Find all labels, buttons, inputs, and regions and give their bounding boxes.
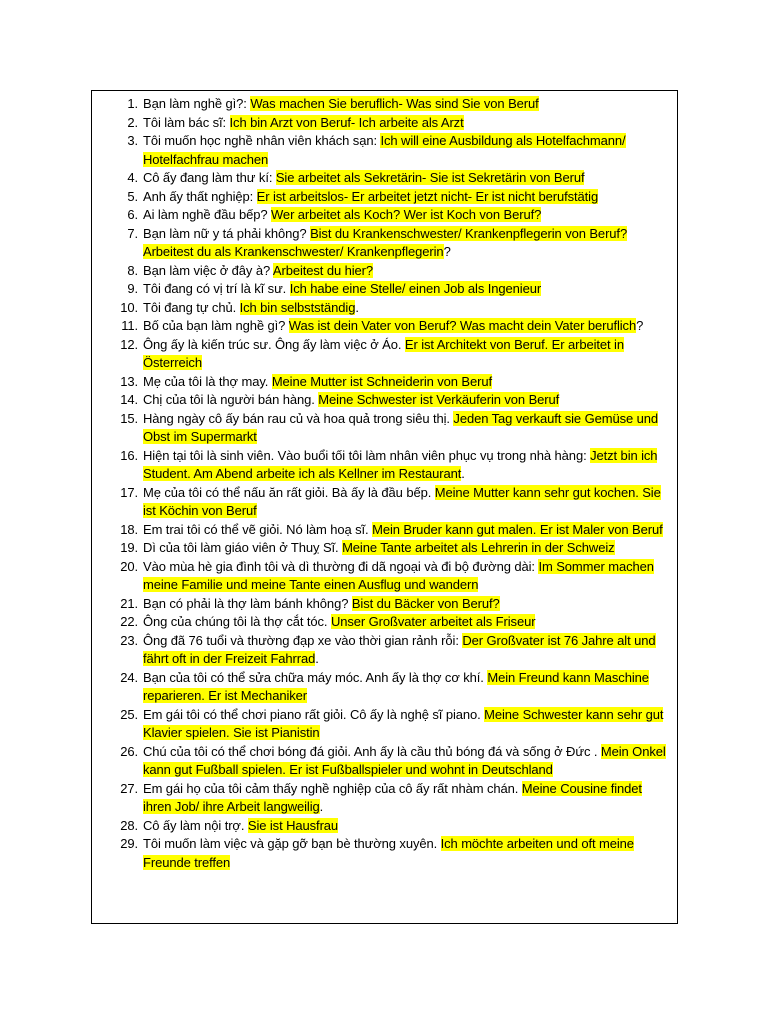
german-translation: Was machen Sie beruflich- Was sind Sie von Beruf xyxy=(250,96,539,111)
list-item xyxy=(92,262,677,281)
list-item xyxy=(92,188,677,207)
item-number: 9. xyxy=(127,281,138,296)
german-translation: Jetzt bin ich Student. Am Abend arbeite ich als Kellner im Restaurant xyxy=(143,447,658,481)
list-item xyxy=(92,817,677,836)
german-translation: Meine Tante arbeitet als Lehrerin in der Schweiz xyxy=(342,540,615,555)
vietnamese-text: Bạn làm nghề gì?: xyxy=(143,96,251,111)
trailing-punctuation: ? xyxy=(636,318,644,333)
vietnamese-text: Bạn làm nữ y tá phải không? xyxy=(143,225,311,241)
item-number: 5. xyxy=(127,188,138,204)
trailing-punctuation: ? xyxy=(443,244,451,259)
vietnamese-text: Hàng ngày cô ấy bán rau củ và hoa quả trong siêu thị. xyxy=(143,410,454,426)
item-number: 21. xyxy=(120,595,138,611)
item-number: 12. xyxy=(120,336,138,352)
list-item xyxy=(92,280,677,299)
list-item xyxy=(92,484,677,521)
german-translation: Was ist dein Vater von Beruf? Was macht dein Vater beruflich xyxy=(288,318,637,333)
german-translation: Meine Mutter kann sehr gut kochen. Sie ist Köchin von Beruf xyxy=(143,484,661,518)
german-translation: Meine Cousine findet ihren Job/ ihre Arbeit langweilig xyxy=(143,780,642,814)
trailing-punctuation: . xyxy=(355,299,359,315)
german-translation: Ich will eine Ausbildung als Hotelfachmann/ Hotelfachfrau machen xyxy=(143,133,626,167)
item-number: 20. xyxy=(120,558,138,574)
vietnamese-text: Chú của tôi có thể chơi bóng đá giỏi. Anh ấy là cầu thủ bóng đá và sống ở Đức . xyxy=(143,743,601,759)
list-item xyxy=(92,595,677,614)
list-item xyxy=(92,410,677,447)
german-translation: Sie ist Hausfrau xyxy=(247,817,339,833)
item-number: 27. xyxy=(120,780,138,796)
item-number: 23. xyxy=(120,632,138,648)
german-translation: Bist du Bäcker von Beruf? xyxy=(351,595,500,611)
vietnamese-text: Ai làm nghề đầu bếp? xyxy=(143,207,271,222)
vietnamese-text: Hiện tại tôi là sinh viên. Vào buổi tối tôi làm nhân viên phục vụ trong nhà hàng: xyxy=(143,447,591,463)
vietnamese-text: Tôi đang tự chủ. xyxy=(143,299,240,315)
list-item xyxy=(92,521,677,540)
german-translation: Ich möchte arbeiten und oft meine Freunde treffen xyxy=(143,836,634,870)
item-number: 28. xyxy=(120,817,138,833)
list-item xyxy=(92,114,677,133)
list-item xyxy=(92,336,677,373)
list-item xyxy=(92,669,677,706)
vietnamese-text: Em gái họ của tôi cảm thấy nghề nghiệp của cô ấy rất nhàm chán. xyxy=(143,780,522,796)
vietnamese-text: Tôi làm bác sĩ: xyxy=(143,114,230,130)
vietnamese-text: Dì của tôi làm giáo viên ở Thuỵ Sĩ. xyxy=(143,540,343,555)
german-translation: Meine Mutter ist Schneiderin von Beruf xyxy=(271,373,493,389)
trailing-punctuation: . xyxy=(315,651,319,666)
list-item xyxy=(92,391,677,410)
item-number: 24. xyxy=(120,669,138,685)
item-number: 19. xyxy=(120,540,138,555)
german-translation: Sie arbeitet als Sekretärin- Sie ist Sekretärin von Beruf xyxy=(275,170,585,185)
vietnamese-text: Bạn làm việc ở đây à? xyxy=(143,262,273,278)
list-item xyxy=(92,743,677,780)
german-translation: Im Sommer machen meine Familie und meine Tante einen Ausflug und wandern xyxy=(143,558,654,592)
item-number: 18. xyxy=(120,521,138,537)
vietnamese-text: Bố của bạn làm nghề gì? xyxy=(143,318,289,333)
vietnamese-text: Vào mùa hè gia đình tôi và dì thường đi dã ngoại và đi bộ đường dài: xyxy=(143,558,539,574)
list-item xyxy=(92,132,677,169)
item-number: 3. xyxy=(127,133,138,148)
item-number: 14. xyxy=(120,392,138,407)
list-item xyxy=(92,835,677,872)
german-translation: Mein Freund kann Maschine reparieren. Er ist Mechaniker xyxy=(143,669,649,703)
vietnamese-text: Mẹ của tôi là thợ may. xyxy=(143,373,272,389)
list-item xyxy=(92,539,677,558)
item-number: 4. xyxy=(127,170,138,185)
german-translation: Jeden Tag verkauft sie Gemüse und Obst im Supermarkt xyxy=(143,410,659,444)
vietnamese-text: Em gái tôi có thể chơi piano rất giỏi. Cô ấy là nghệ sĩ piano. xyxy=(143,706,485,722)
list-item xyxy=(92,706,677,743)
german-translation: Der Großvater ist 76 Jahre alt und fährt oft in der Freizeit Fahrrad xyxy=(143,632,656,666)
german-translation: Er ist Architekt von Beruf. Er arbeitet in Österreich xyxy=(143,336,624,370)
item-number: 15. xyxy=(120,410,138,426)
vietnamese-text: Bạn có phải là thợ làm bánh không? xyxy=(143,595,352,611)
item-number: 8. xyxy=(127,262,138,278)
list-item xyxy=(92,206,677,225)
item-number: 10. xyxy=(120,299,138,315)
german-translation: Mein Onkel kann gut Fußball spielen. Er ist Fußballspieler und wohnt in Deutschland xyxy=(143,743,666,777)
vietnamese-text: Cô ấy làm nội trợ. xyxy=(143,817,248,833)
german-translation: Ich bin Arzt von Beruf- Ich arbeite als Arzt xyxy=(229,114,464,130)
item-number: 17. xyxy=(120,484,138,500)
vietnamese-text: Ông của chúng tôi là thợ cắt tóc. xyxy=(143,614,331,629)
vietnamese-text: Tôi đang có vị trí là kĩ sư. xyxy=(143,281,290,296)
german-translation: Meine Schwester kann sehr gut Klavier spielen. Sie ist Pianistin xyxy=(143,706,664,740)
list-item xyxy=(92,299,677,318)
item-number: 1. xyxy=(127,96,138,111)
vietnamese-text: Cô ấy đang làm thư kí: xyxy=(143,170,276,185)
vietnamese-text: Ông ấy là kiến trúc sư. Ông ấy làm việc ở Áo. xyxy=(143,336,405,352)
vietnamese-text: Em trai tôi có thể vẽ giỏi. Nó làm hoạ sĩ. xyxy=(143,521,373,537)
vietnamese-text: Tôi muốn học nghề nhân viên khách sạn: xyxy=(143,133,381,148)
item-number: 7. xyxy=(127,225,138,241)
german-translation: Arbeitest du hier? xyxy=(272,262,373,278)
german-translation: Ich bin selbstständig xyxy=(239,299,356,315)
vietnamese-text: Ông đã 76 tuổi và thường đạp xe vào thời gian rảnh rỗi: xyxy=(143,632,463,648)
german-translation: Unser Großvater arbeitet als Friseur xyxy=(330,614,536,629)
item-number: 16. xyxy=(120,447,138,463)
trailing-punctuation: . xyxy=(461,466,465,481)
list-item xyxy=(92,317,677,336)
german-translation: Er ist arbeitslos- Er arbeitet jetzt nicht- Er ist nicht berufstätig xyxy=(256,188,599,204)
vietnamese-text: Tôi muốn làm việc và gặp gỡ bạn bè thường xuyên. xyxy=(143,836,441,851)
list-item xyxy=(92,780,677,817)
list-item xyxy=(92,632,677,669)
item-number: 22. xyxy=(120,614,138,629)
item-number: 25. xyxy=(120,706,138,722)
vietnamese-text: Bạn của tôi có thể sửa chữa máy móc. Anh ấy là thợ cơ khí. xyxy=(143,669,488,685)
german-translation: Meine Schwester ist Verkäuferin von Beruf xyxy=(318,392,560,407)
item-number: 29. xyxy=(120,836,138,851)
item-number: 2. xyxy=(127,114,138,130)
german-translation: Mein Bruder kann gut malen. Er ist Maler von Beruf xyxy=(372,521,663,537)
list-item xyxy=(92,225,677,262)
list-item xyxy=(92,613,677,632)
german-translation: Wer arbeitet als Koch? Wer ist Koch von Beruf? xyxy=(271,207,542,222)
trailing-punctuation: . xyxy=(319,799,324,814)
item-number: 11. xyxy=(121,318,138,333)
vietnamese-text: Chị của tôi là người bán hàng. xyxy=(143,392,319,407)
list-item xyxy=(92,169,677,188)
list-item xyxy=(92,373,677,392)
german-translation: Ich habe eine Stelle/ einen Job als Ingenieur xyxy=(289,281,542,296)
numbered-list xyxy=(92,95,677,872)
item-number: 6. xyxy=(127,207,138,222)
item-number: 13. xyxy=(120,373,138,389)
german-translation: Bist du Krankenschwester/ Krankenpflegerin von Beruf? Arbeitest du als Krankenschwester/ Krankenpflegerin xyxy=(143,225,628,259)
list-item xyxy=(92,558,677,595)
item-number: 26. xyxy=(120,743,138,759)
document-page xyxy=(91,90,678,924)
vietnamese-text: Anh ấy thất nghiệp: xyxy=(143,188,257,204)
vietnamese-text: Mẹ của tôi có thể nấu ăn rất giỏi. Bà ấy là đầu bếp. xyxy=(143,484,435,500)
list-item xyxy=(92,447,677,484)
list-item xyxy=(92,95,677,114)
